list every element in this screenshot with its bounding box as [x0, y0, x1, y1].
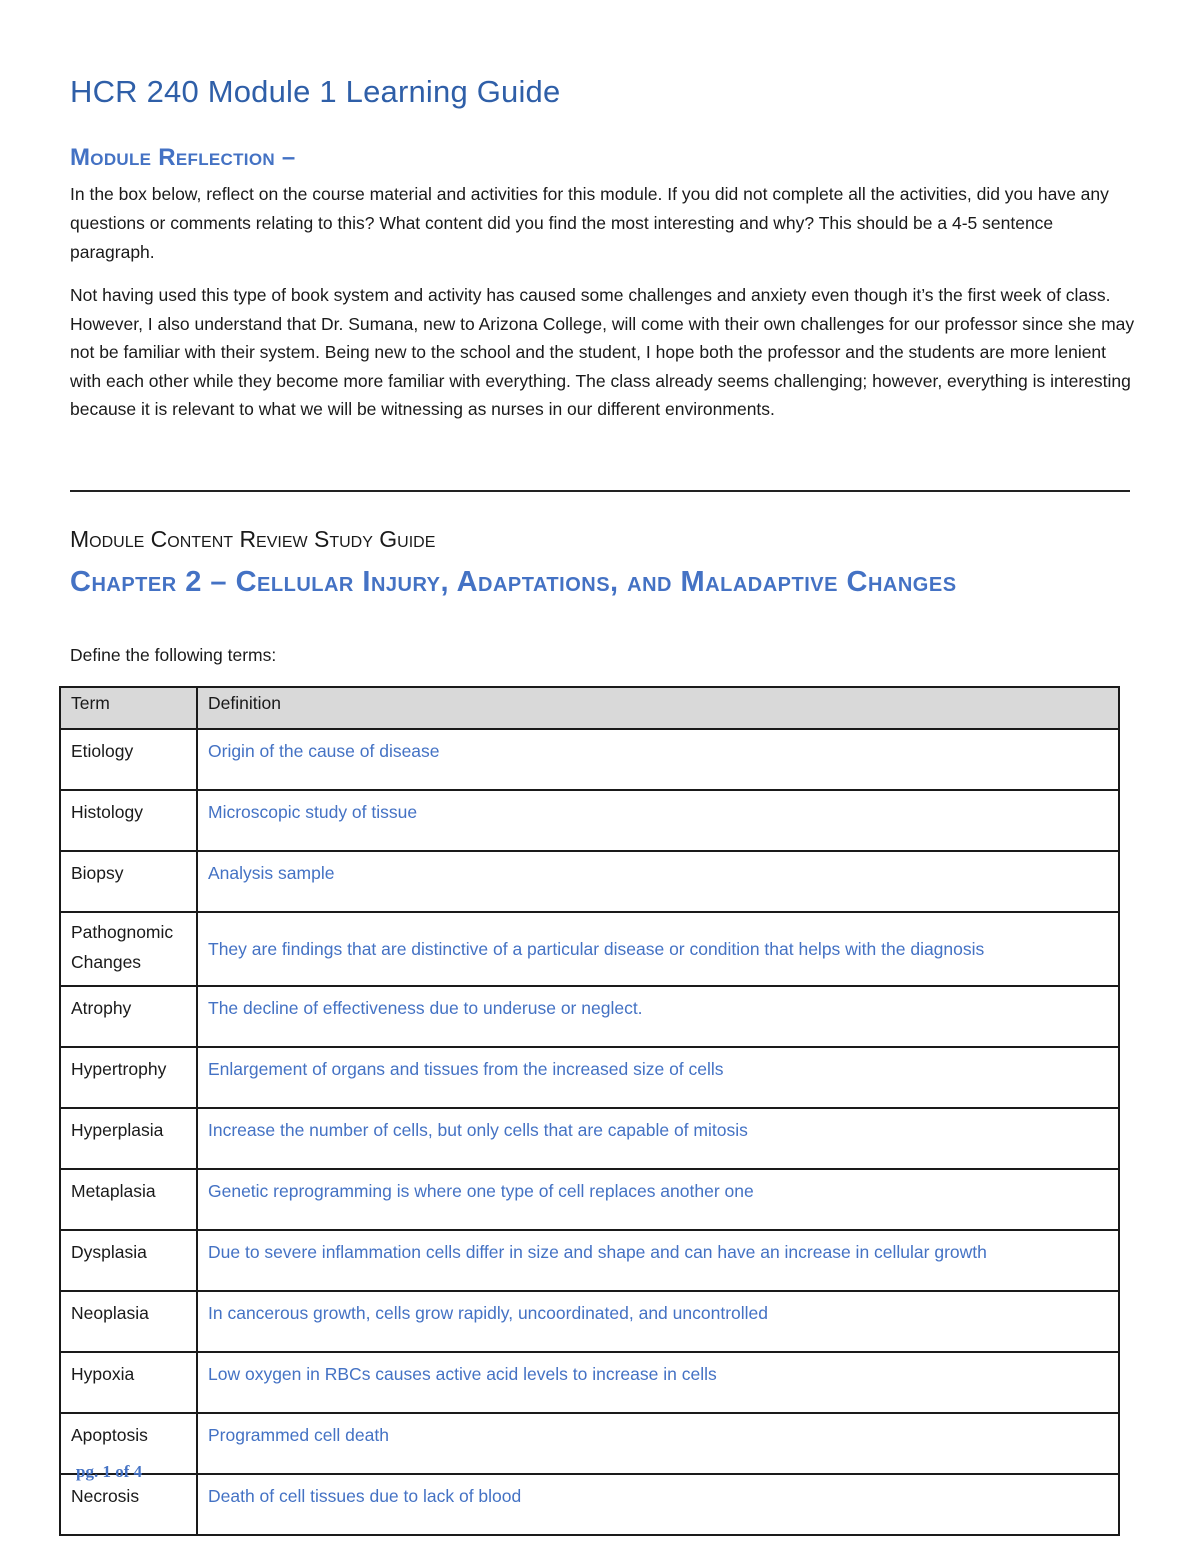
term-cell: Necrosis: [60, 1474, 197, 1535]
definition-cell: Increase the number of cells, but only cells that are capable of mitosis: [197, 1108, 1119, 1169]
term-column-header: Term: [60, 687, 197, 729]
table-row: [60, 1108, 1119, 1169]
term-cell: Neoplasia: [60, 1291, 197, 1352]
module-reflection-heading: Module Reflection –: [70, 144, 296, 171]
chapter-heading: Chapter 2 – Cellular Injury, Adaptations, and Maladaptive Changes: [70, 566, 957, 598]
term-cell: Dysplasia: [60, 1230, 197, 1291]
definition-column-header: Definition: [197, 687, 1119, 729]
term-cell: Pathognomic Changes: [60, 912, 197, 986]
table-row: [60, 790, 1119, 851]
definition-cell: The decline of effectiveness due to underuse or neglect.: [197, 986, 1119, 1047]
term-cell: Atrophy: [60, 986, 197, 1047]
table-row: [60, 1291, 1119, 1352]
definition-cell: Due to severe inflammation cells differ in size and shape and can have an increase in cellular growth: [197, 1230, 1119, 1291]
table-row: [60, 1230, 1119, 1291]
term-cell: Apoptosis: [60, 1413, 197, 1474]
definition-cell: Death of cell tissues due to lack of blood: [197, 1474, 1119, 1535]
definition-cell: They are findings that are distinctive of a particular disease or condition that helps with the diagnosis: [197, 912, 1119, 986]
term-cell: Hypertrophy: [60, 1047, 197, 1108]
reflection-response: Not having used this type of book system and activity has caused some challenges and anxiety even though it’s the first week of class. However, I also understand that Dr. Sumana, new to Arizona College, will come with their own challenges for our professor since she may not be familiar with their system. Being new to the school and the student, I hope both the professor and the students are more lenient with each other while they become more familiar with everything. The class already seems challenging; however, everything is interesting because it is relevant to what we will be witnessing as nurses in our different environments.: [70, 285, 1135, 420]
reflection-prompt: In the box below, reflect on the course material and activities for this module. If you did not complete all the activities, did you have any questions or comments relating to this? What content did you find the most interesting and why? This should be a 4-5 sentence paragraph.: [70, 184, 1109, 262]
table-header-row: [60, 687, 1119, 729]
term-cell: Metaplasia: [60, 1169, 197, 1230]
definition-cell: Analysis sample: [197, 851, 1119, 912]
definition-cell: In cancerous growth, cells grow rapidly, uncoordinated, and uncontrolled: [197, 1291, 1119, 1352]
definition-cell: Programmed cell death: [197, 1413, 1119, 1474]
terms-table: [59, 686, 1120, 1536]
page-number: pg. 1 of 4: [76, 1462, 143, 1481]
table-row: [60, 1413, 1119, 1474]
table-row: [60, 986, 1119, 1047]
table-row: [60, 1352, 1119, 1413]
term-cell: Hypoxia: [60, 1352, 197, 1413]
definition-cell: Genetic reprogramming is where one type of cell replaces another one: [197, 1169, 1119, 1230]
table-instruction: Define the following terms:: [70, 645, 277, 665]
section-divider: [70, 490, 1130, 492]
table-row: [60, 912, 1119, 986]
definition-cell: Enlargement of organs and tissues from the increased size of cells: [197, 1047, 1119, 1108]
definition-cell: Microscopic study of tissue: [197, 790, 1119, 851]
table-row: [60, 1047, 1119, 1108]
table-row: [60, 729, 1119, 790]
definition-cell: Origin of the cause of disease: [197, 729, 1119, 790]
definition-cell: Low oxygen in RBCs causes active acid levels to increase in cells: [197, 1352, 1119, 1413]
term-cell: Hyperplasia: [60, 1108, 197, 1169]
table-row: [60, 1474, 1119, 1535]
document-title: HCR 240 Module 1 Learning Guide: [70, 74, 561, 109]
term-cell: Etiology: [60, 729, 197, 790]
study-guide-heading: Module Content Review Study Guide: [70, 526, 436, 552]
table-row: [60, 851, 1119, 912]
term-cell: Biopsy: [60, 851, 197, 912]
table-row: [60, 1169, 1119, 1230]
term-cell: Histology: [60, 790, 197, 851]
